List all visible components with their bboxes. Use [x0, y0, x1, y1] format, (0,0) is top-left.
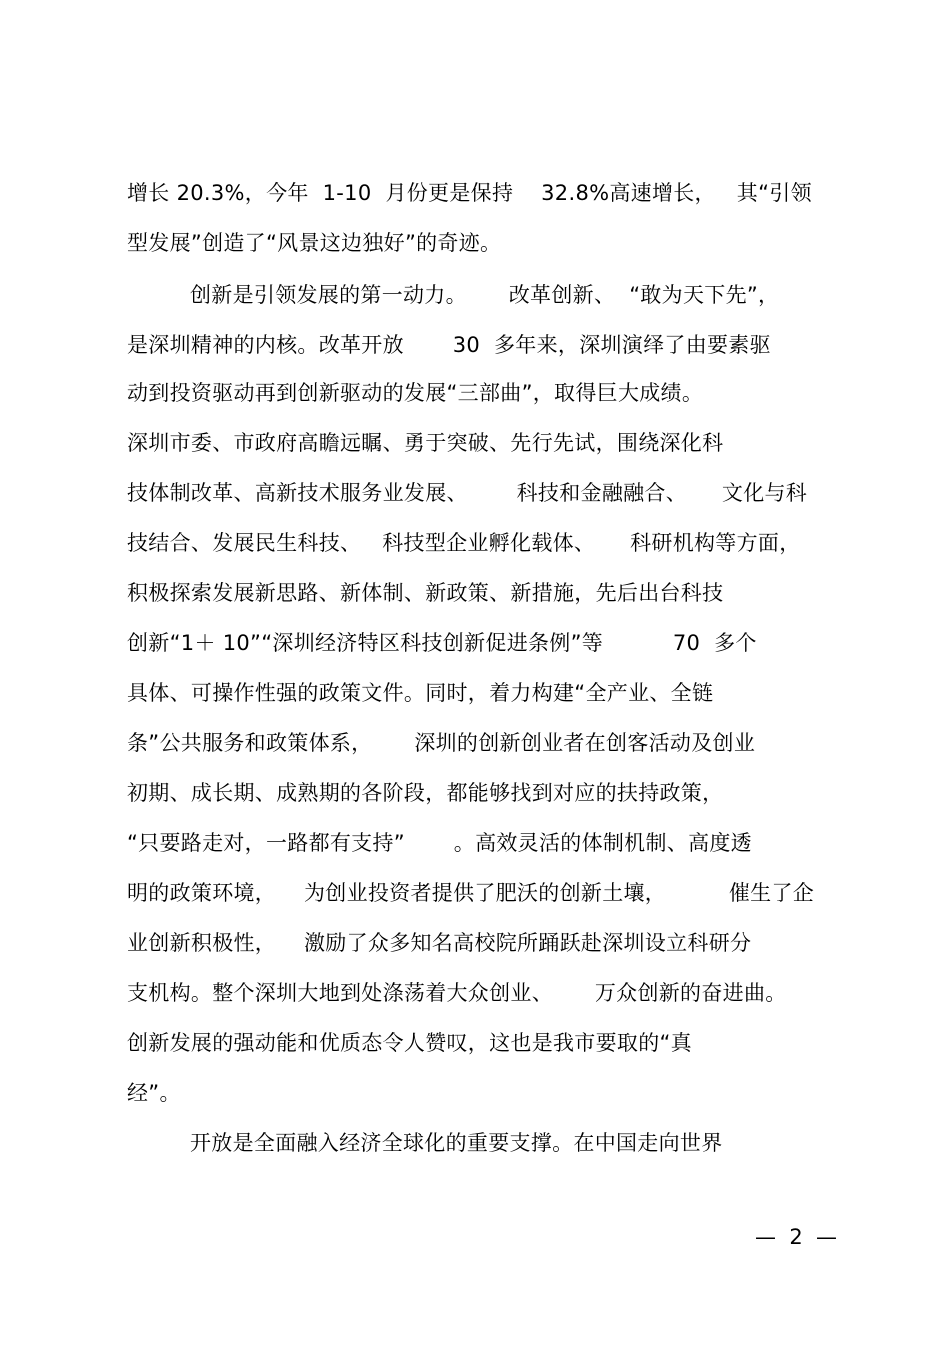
text-line-9: 积极探索发展新思路、新体制、新政策、新措施，先后出台科技: [127, 581, 724, 605]
text-line-1: 增长 20.3%，今年 1-10 月份更是保持 32.8%高速增长， 其“引领: [127, 181, 812, 205]
text-line-8: 技结合、发展民生科技、 科技型企业孵化载体、 科研机构等方面，: [127, 531, 801, 555]
text-line-18: 创新发展的强动能和优质态令人赞叹，这也是我市要取的“真: [127, 1031, 692, 1055]
text-line-3: 创新是引领发展的第一动力。 改革创新、 “敢为天下先”，: [190, 283, 780, 307]
text-line-19: 经”。: [127, 1081, 181, 1105]
text-line-7: 技体制改革、高新技术服务业发展、 科技和金融融合、 文化与科: [127, 481, 808, 505]
page-number: — 2 —: [755, 1225, 838, 1249]
text-line-2: 型发展”创造了“风景这边独好”的奇迹。: [127, 231, 502, 255]
text-line-14: “只要路走对，一路都有支持” 。高效灵活的体制机制、高度透: [127, 831, 752, 855]
text-line-13: 初期、成长期、成熟期的各阶段，都能够找到对应的扶持政策，: [127, 781, 724, 805]
text-line-15: 明的政策环境， 为创业投资者提供了肥沃的创新土壤， 催生了企: [127, 881, 815, 905]
text-line-17: 支机构。整个深圳大地到处涤荡着大众创业、 万众创新的奋进曲。: [127, 981, 787, 1005]
text-line-6: 深圳市委、市政府高瞻远瞩、勇于突破、先行先试，围绕深化科: [127, 431, 724, 455]
text-line-20: 开放是全面融入经济全球化的重要支撑。在中国走向世界: [190, 1131, 723, 1155]
text-line-12: 条”公共服务和政策体系， 深圳的创新创业者在创客活动及创业: [127, 731, 756, 755]
text-line-5: 动到投资驱动再到创新驱动的发展“三部曲”，取得巨大成绩。: [127, 381, 704, 405]
text-line-11: 具体、可操作性强的政策文件。同时，着力构建“全产业、全链: [127, 681, 714, 705]
text-line-16: 业创新积极性， 激励了众多知名高校院所踊跃赴深圳设立科研分: [127, 931, 752, 955]
text-line-10: 创新“1＋ 10”“深圳经济特区科技创新促进条例”等 70 多个: [127, 631, 757, 655]
text-line-4: 是深圳精神的内核。改革开放 30 多年来，深圳演绎了由要素驱: [127, 333, 771, 357]
